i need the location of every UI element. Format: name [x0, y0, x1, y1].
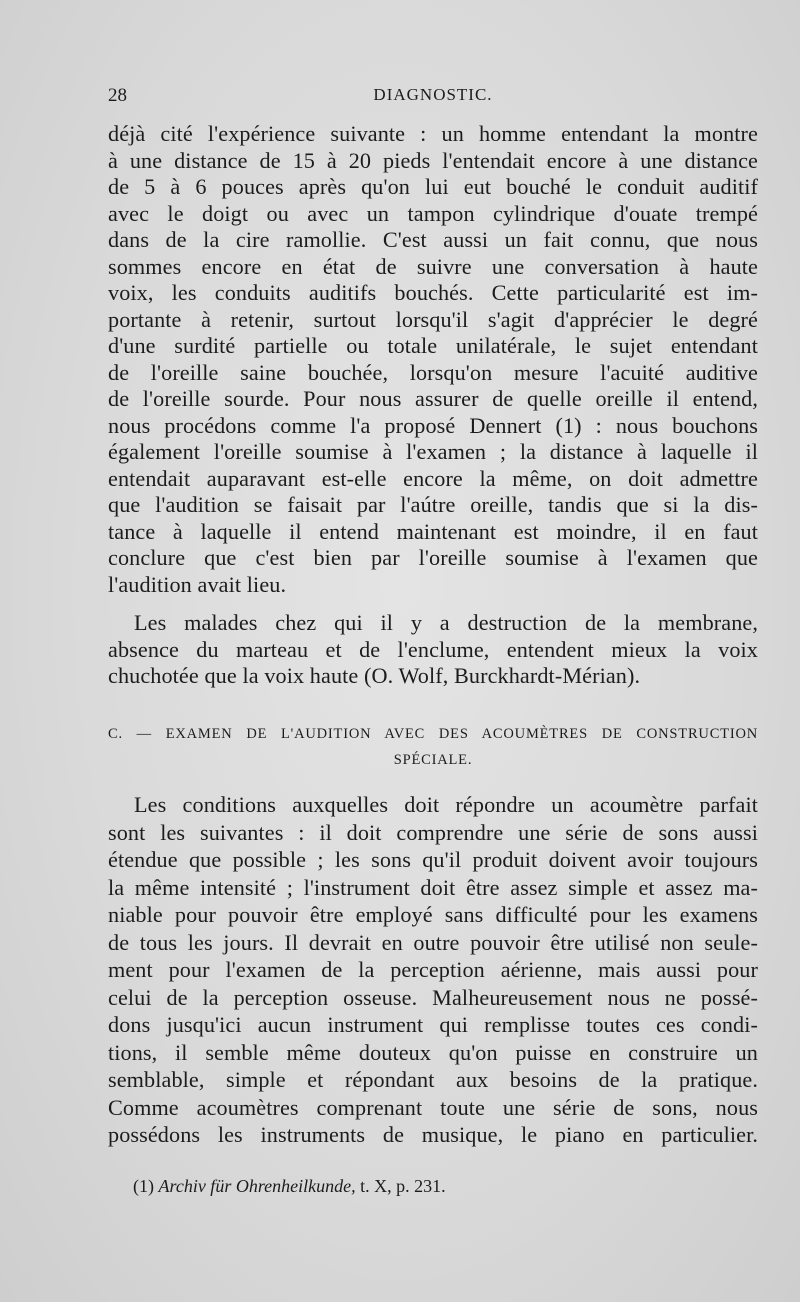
running-head: DIAGNOSTIC. [373, 85, 493, 104]
page-number: 28 [108, 85, 127, 106]
text-line: nous procédons comme l'a proposé Dennert (1) : nous bouchons [108, 412, 758, 438]
text-line: sommes encore en état de suivre une conversation à haute [108, 253, 758, 279]
text-line: à une distance de 15 à 20 pieds l'entendait encore à une distance [108, 147, 758, 173]
footnote [133, 1176, 446, 1197]
text-line: dons jusqu'ici aucun instrument qui remplisse toutes ces condi- [108, 1012, 758, 1037]
text-line: Les malades chez qui il y a destruction de la membrane, [134, 610, 758, 635]
text-line: conclure que c'est bien par l'oreille soumise à l'examen que [108, 545, 758, 570]
text-line: dans de la cire ramollie. C'est aussi un fait connu, que nous [108, 227, 758, 252]
paragraph-continuation [108, 121, 758, 598]
section-heading-line: SPÉCIALE. [393, 752, 473, 768]
footnote-reference: t. X, p. 231. [360, 1176, 446, 1196]
text-line: de l'oreille sourde. Pour nous assurer de quelle oreille il entend, [108, 386, 758, 411]
text-line: possédons les instruments de musique, le piano en particulier. [108, 1122, 758, 1147]
footnote-journal: Archiv für Ohrenheilkunde, [158, 1176, 356, 1196]
text-line: sont les suivantes : il doit comprendre une série de sons aussi [108, 819, 758, 845]
text-line: avec le doigt ou avec un tampon cylindrique d'ouate trempé [108, 200, 758, 226]
paragraph-acoumeters [108, 791, 758, 1149]
text-line: Les conditions auxquelles doit répondre un acoumètre parfait [134, 792, 758, 817]
text-line: celui de la perception osseuse. Malheureusement nous ne possé- [108, 984, 758, 1010]
text-line: portante à retenir, surtout lorsqu'il s'agit d'apprécier le degré [108, 306, 758, 332]
text-line: tance à laquelle il entend maintenant est moindre, il en faut [108, 518, 758, 544]
text-line: la même intensité ; l'instrument doit être assez simple et assez ma- [108, 874, 758, 900]
text-line: Comme acoumètres comprenant toute une série de sons, nous [108, 1094, 758, 1120]
text-line: de tous les jours. Il devrait en outre pouvoir être utilisé non seule- [108, 929, 758, 955]
text-line: tions, il semble même douteux qu'on puisse en construire un [108, 1039, 758, 1065]
text-line: ment pour l'examen de la perception aérienne, mais aussi pour [108, 957, 758, 982]
text-line: semblable, simple et répondant aux besoins de la pratique. [108, 1067, 758, 1092]
text-line: l'audition avait lieu. [108, 571, 287, 597]
footnote-marker: (1) [133, 1176, 154, 1196]
text-line: étendue que possible ; les sons qu'il produit doivent avoir toujours [108, 847, 758, 872]
text-line: également l'oreille soumise à l'examen ; la distance à laquelle il [108, 439, 758, 464]
text-line: chuchotée que la voix haute (O. Wolf, Burckhardt-Mérian). [108, 663, 641, 688]
page-header [108, 85, 758, 109]
text-line: voix, les conduits auditifs bouchés. Cette particularité est im- [108, 280, 758, 305]
section-heading-line: C. — EXAMEN DE L'AUDITION AVEC DES ACOUMÈTRES DE CONSTRUCTION [108, 726, 758, 742]
text-line: d'une surdité partielle ou totale unilatérale, le sujet entendant [108, 333, 758, 358]
text-line: niable pour pouvoir être employé sans difficulté pour les examens [108, 902, 758, 927]
text-line: entendait auparavant est-elle encore la même, on doit admettre [108, 465, 758, 491]
text-line: que l'audition se faisait par l'aútre oreille, tandis que si la dis- [108, 492, 758, 517]
text-line: déjà cité l'expérience suivante : un homme entendant la montre [108, 121, 758, 146]
text-line: de 5 à 6 pouces après qu'on lui eut bouché le conduit auditif [108, 174, 758, 199]
text-line: de l'oreille saine bouchée, lorsqu'on mesure l'acuité auditive [108, 359, 758, 385]
paragraph-membrane [108, 610, 758, 690]
text-line: absence du marteau et de l'enclume, entendent mieux la voix [108, 636, 758, 662]
section-heading [108, 721, 758, 773]
